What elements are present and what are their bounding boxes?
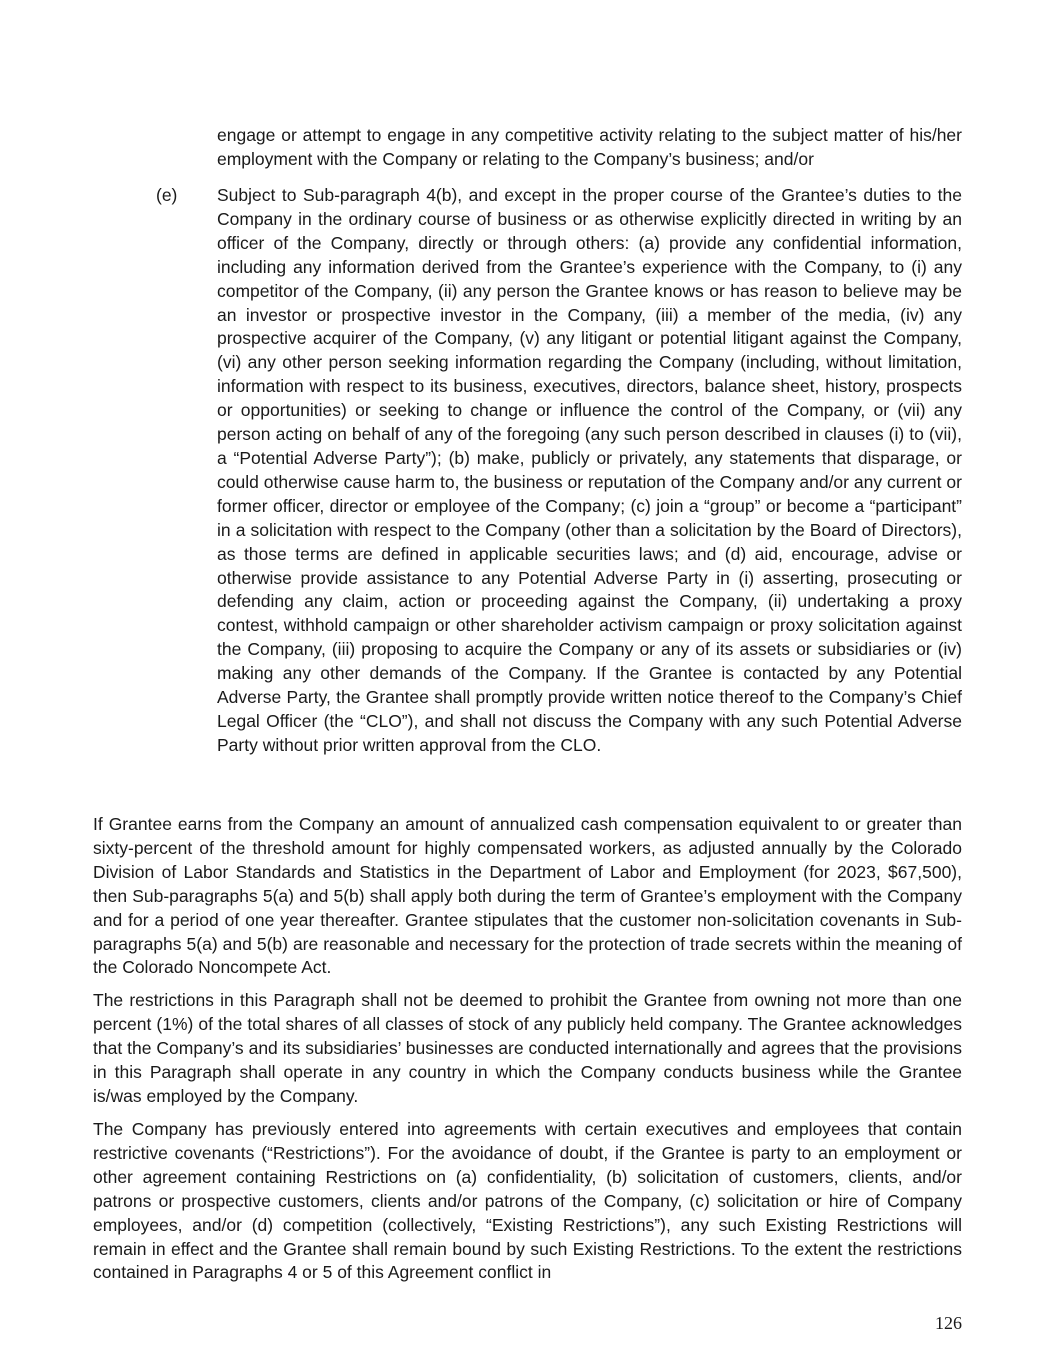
item-e-text: Subject to Sub-paragraph 4(b), and except in the proper course of the Grantee’s duties to the Company in the ordinary course of business or as otherwise explicitly directed in writing by an officer of the Company, directly or through others: (a) provide any confidential information, including any information derived from the Grantee’s experience with the Company, to (i) any competitor of the Company, (ii) any person the Grantee knows or has reason to believe may be an investor or prospective investor in the Company, (iii) a member of the media, (iv) any prospective acquirer of the Company, (v) any litigant or potential litigant against the Company, (vi) any other person seeking information regarding the Company (including, without limitation, information with respect to its business, executives, directors, balance sheet, history, prospects or opportunities) or seeking to change or influence the control of the Company, or (vii) any person acting on behalf of any of the foregoing (any such person described in clauses (i) to (vii), a “Potential Adverse Party”); (b) make, publicly or privately, any statements that disparage, or could otherwise cause harm to, the business or reputation of the Company and/or any current or former officer, director or employee of the Company; (c) join a “group” or become a “participant” in a solicitation with respect to the Company (other than a solicitation by the Board of Directors), as those terms are defined in applicable securities laws; and (d) aid, encourage, advise or otherwise provide assistance to any Potential Adverse Party in (i) asserting, prosecuting or defending any claim, action or proceeding against the Company, (ii) undertaking a proxy contest, withhold campaign or other shareholder activism campaign or proxy solicitation against the Company, (iii) proposing to acquire the Company or any of its assets or subsidiaries or (iv) making any other demands of the Company. If the Grantee is contacted by any Potential Adverse Party, the Grantee shall promptly provide written notice thereof to the Company’s Chief Legal Officer (the “CLO”), and shall not discuss the Company with any such Potential Adverse Party without prior written approval from the CLO.: [217, 185, 962, 755]
paragraph-compensation-threshold: If Grantee earns from the Company an amount of annualized cash compensation equivalent to or greater than sixty-percent of the threshold amount for highly compensated workers, as adjusted annually by the Colorado Division of Labor Standards and Statistics in the Department of Labor and Employment (for 2023, $67,500), then Sub-paragraphs 5(a) and 5(b) shall apply both during the term of Grantee’s employment with the Company and for a period of one year thereafter. Grantee stipulates that the customer non-solicitation covenants in Sub-paragraphs 5(a) and 5(b) are reasonable and necessary for the protection of trade secrets within the meaning of the Colorado Noncompete Act.: [93, 814, 962, 978]
page-number: 126: [935, 1313, 962, 1333]
paragraph-existing-restrictions: The Company has previously entered into agreements with certain executives and employees that contain restrictive covenants (“Restrictions”). For the avoidance of doubt, if the Grantee is party to an employment or other agreement containing Restrictions on (a) confidentiality, (b) solicitation of customers, clients, and/or patrons or prospective customers, clients and/or patrons of the Company, (c) solicitation or hire of Company employees, and/or (d) competition (collectively, “Existing Restrictions”), any such Existing Restrictions will remain in effect and the Grantee shall remain bound by such Existing Restrictions. To the extent the restrictions contained in Paragraphs 4 or 5 of this Agreement conflict in: [93, 1119, 962, 1283]
continuation-text: engage or attempt to engage in any competitive activity relating to the subject matter of his/her employment with the Company or relating to the Company’s business; and/or: [217, 125, 962, 169]
item-e-label: (e): [156, 185, 178, 205]
paragraph-ownership-exception: The restrictions in this Paragraph shall not be deemed to prohibit the Grantee from owning not more than one percent (1%) of the total shares of all classes of stock of any publicly held company. The Grantee acknowledges that the Company’s and its subsidiaries’ businesses are conducted internationally and agrees that the provisions in this Paragraph shall operate in any country in which the Company conducts business while the Grantee is/was employed by the Company.: [93, 990, 962, 1106]
